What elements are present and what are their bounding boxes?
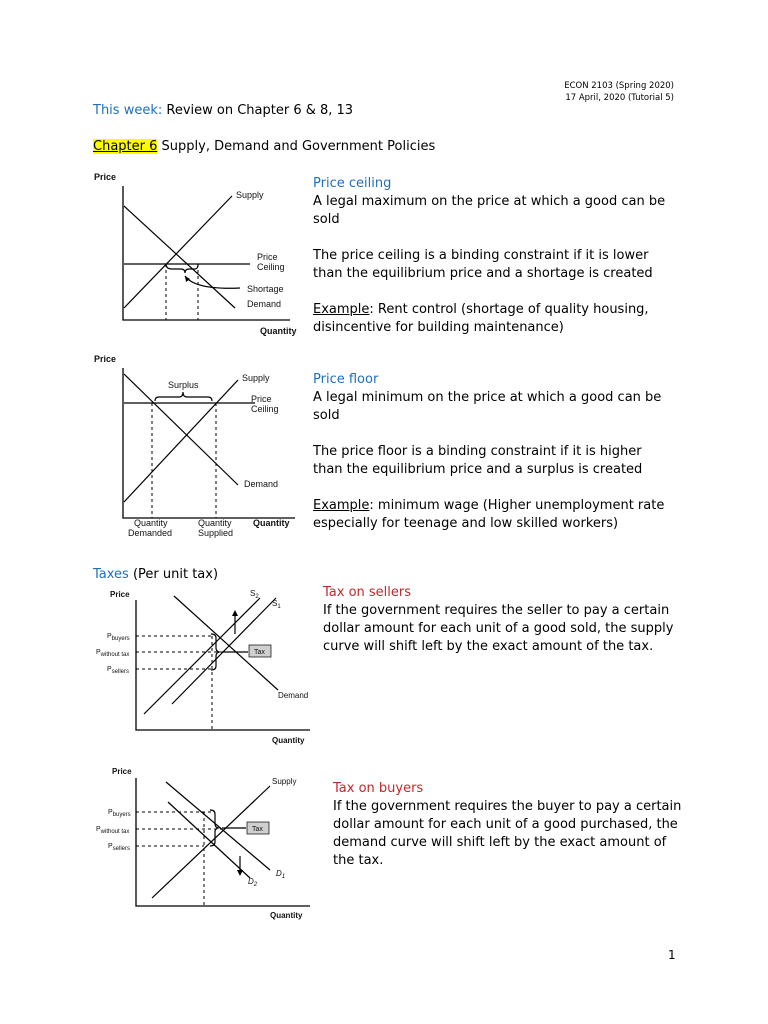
tax-on-buyers-graph — [92, 764, 317, 924]
ceiling-label-2: Ceiling — [257, 262, 285, 272]
qd-label-2: Demanded — [128, 528, 173, 538]
p-without-tax-label: Pwithout tax — [96, 826, 130, 835]
p-sellers-label: Psellers — [108, 843, 131, 852]
p-buyers-label: Pbuyers — [108, 809, 131, 818]
supply-curve — [124, 380, 238, 502]
shortage-brace — [166, 264, 198, 273]
example-label: Example — [313, 498, 370, 513]
price-ceiling-example — [313, 301, 673, 337]
p-buyers-label: Pbuyers — [107, 633, 130, 642]
tax-label: Tax — [252, 826, 263, 833]
price-floor-definition: A legal minimum on the price at which a good can be sold — [313, 390, 662, 423]
p-without-tax-label: Pwithout tax — [96, 649, 130, 658]
y-axis-label: Price — [110, 590, 130, 599]
tax-on-buyers-title: Tax on buyers — [333, 781, 424, 796]
supply-label: Supply — [236, 190, 264, 200]
price-ceiling-graph — [90, 168, 305, 340]
tax-on-buyers-text: If the government requires the buyer to pay a certain dollar amount for each unit of a good purchased, the demand curve will shift left by the exact amount of the tax. — [333, 799, 682, 868]
d2-label: $D_2$ — [248, 877, 258, 888]
price-ceiling-binding: The price ceiling is a binding constraint if it is lower than the equilibrium price and a shortage is created — [313, 248, 653, 281]
x-axis-label: Quantity — [272, 736, 305, 745]
price-floor-section — [313, 371, 673, 533]
price-floor-example — [313, 497, 673, 533]
shift-arrowhead — [237, 870, 243, 876]
shift-arrowhead — [232, 610, 238, 616]
price-floor-binding: The price floor is a binding constraint if it is higher than the equilibrium price and a surplus is created — [313, 444, 643, 477]
y-axis-label: Price — [94, 354, 117, 364]
example-label: Example — [313, 302, 370, 317]
x-axis-label: Quantity — [260, 326, 297, 336]
s2-label: $S_2$ — [250, 589, 259, 600]
y-axis-label: Price — [112, 767, 132, 776]
price-ceiling-title: Price ceiling — [313, 176, 392, 191]
ceiling-label-2: Ceiling — [251, 404, 279, 414]
document-header — [564, 80, 674, 104]
taxes-heading — [93, 566, 218, 584]
tax-on-sellers-section — [323, 584, 683, 656]
qd-label-1: Quantity — [134, 518, 168, 528]
shortage-arrowhead — [185, 276, 190, 282]
supply-label: Supply — [242, 373, 270, 383]
chapter-heading — [93, 138, 435, 156]
chapter-title: Supply, Demand and Government Policies — [161, 139, 436, 154]
y-axis-label: Price — [94, 172, 117, 182]
course-label: ECON 2103 (Spring 2020) — [564, 81, 674, 91]
demand-label: Demand — [247, 299, 282, 309]
tutorial-date: 17 April, 2020 (Tutorial 5) — [565, 93, 674, 103]
qs-label-2: Supplied — [198, 528, 234, 538]
this-week-text: Review on Chapter 6 & 8, 13 — [166, 103, 354, 118]
demand-curve — [124, 374, 238, 485]
ceiling-label-1: Price — [251, 394, 272, 404]
p-sellers-label: Psellers — [107, 666, 130, 675]
demand-curve-d2 — [168, 802, 250, 878]
qs-label-1: Quantity — [198, 518, 232, 528]
ceiling-label-1: Price — [257, 252, 278, 262]
page-number: 1 — [668, 948, 676, 962]
supply-label: Supply — [272, 777, 297, 786]
price-floor-graph — [90, 350, 305, 542]
s1-label: $S_1$ — [272, 599, 281, 610]
demand-curve — [174, 596, 278, 690]
demand-label: Demand — [244, 479, 279, 489]
shortage-label: Shortage — [247, 284, 284, 294]
tax-on-sellers-graph — [92, 586, 317, 746]
tax-brace — [210, 810, 218, 846]
chapter-label: Chapter 6 — [93, 139, 158, 154]
axes — [136, 778, 310, 906]
x-axis-label: Quantity — [270, 911, 303, 920]
price-ceiling-definition: A legal maximum on the price at which a good can be sold — [313, 194, 666, 227]
price-floor-title: Price floor — [313, 372, 379, 387]
tax-on-sellers-text: If the government requires the seller to pay a certain dollar amount for each unit of a good sold, the supply curve will shift left by the exact amount of the tax. — [323, 603, 674, 654]
taxes-subtitle: (Per unit tax) — [132, 567, 219, 582]
this-week-line — [93, 102, 353, 120]
example-text: : minimum wage (Higher unemployment rate especially for teenage and low skilled workers) — [313, 498, 665, 531]
shortage-arrow — [185, 276, 240, 288]
axes — [136, 600, 310, 730]
price-ceiling-section — [313, 175, 673, 337]
surplus-brace — [155, 392, 212, 401]
taxes-title: Taxes — [93, 567, 129, 582]
d1-label: $D_1$ — [276, 869, 286, 880]
demand-label: Demand — [278, 691, 309, 700]
tax-on-sellers-title: Tax on sellers — [323, 585, 412, 600]
this-week-label: This week: — [93, 103, 163, 118]
supply-curve-s2 — [144, 598, 260, 714]
demand-curve — [124, 206, 235, 308]
surplus-label: Surplus — [168, 380, 199, 390]
supply-curve — [124, 196, 232, 308]
example-text: : Rent control (shortage of quality housing, disincentive for building maintenance) — [313, 302, 649, 335]
tax-label: Tax — [254, 649, 265, 656]
x-axis-label: Quantity — [253, 518, 290, 528]
tax-on-buyers-section — [333, 780, 683, 870]
axes — [123, 368, 295, 518]
